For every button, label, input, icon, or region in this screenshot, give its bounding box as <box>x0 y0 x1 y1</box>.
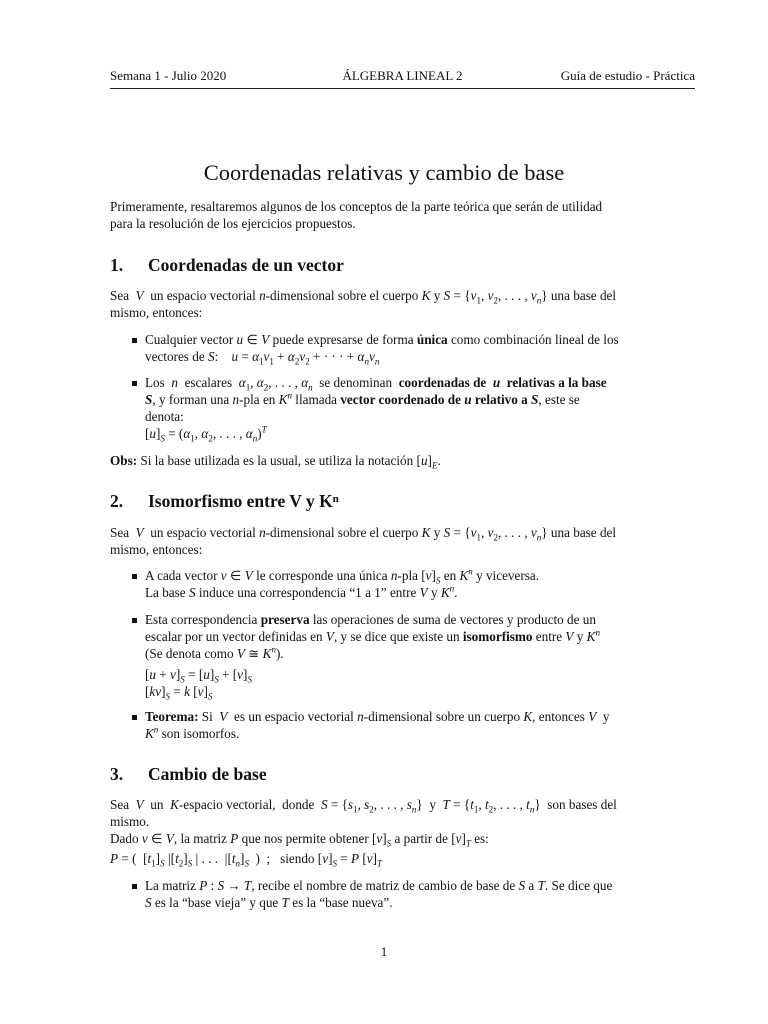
section-1-heading <box>110 255 344 276</box>
s2-bullet-2-formula-1: $[u + v]_S = [u]_S + [v]_S$ <box>145 667 252 685</box>
section-2-title: Isomorfismo entre V y Kⁿ <box>148 491 339 511</box>
section-1-title: Coordenadas de un vector <box>148 255 344 275</box>
bullet-icon <box>132 618 137 623</box>
s2-paragraph-line-2: mismo, entonces: <box>110 542 203 557</box>
intro-line-1: Primeramente, resaltaremos algunos de los conceptos de la parte teórica que serán de utilidad <box>110 199 603 214</box>
bullet-icon <box>132 381 137 386</box>
s2-bullet-2-line-2: escalar por un vector definidas en V, y se dice que existe un isomorfismo entre V y $K^n$ <box>145 627 600 644</box>
s2-bullet-2-line-3: (Se denota como V ≅ $K^n$). <box>145 644 284 661</box>
s2-bullet-2-formula-2: $[kv]_S = k$ $[v]_S$ <box>145 684 213 702</box>
bullet-icon <box>132 338 137 343</box>
section-3-heading <box>110 764 267 785</box>
section-1-number: 1. <box>110 255 124 275</box>
section-2-number: 2. <box>110 491 124 511</box>
section-2-heading <box>110 491 339 512</box>
s2-bullet-1-line-2: La base S induce una correspondencia “1 a 1” entre V y $K^n$. <box>145 583 458 600</box>
header-course: ÁLGEBRA LINEAL 2 <box>342 68 463 83</box>
s3-paragraph-line-3: Dado v ∈ V, la matriz P que nos permite obtener $[v]_S$ a partir de $[v]_T$ es: <box>110 831 489 849</box>
header-week: Semana 1 - Julio 2020 <box>110 68 227 83</box>
header-guide: Guía de estudio - Práctica <box>560 68 695 83</box>
section-3-title: Cambio de base <box>148 764 267 784</box>
s2-theorem-line-1: Teorema: Si V es un espacio vectorial n-dimensional sobre un cuerpo K, entonces V y <box>145 709 610 724</box>
s1-bullet-2-line-2: S, y forman una n-pla en $K^n$ llamada vector coordenado de u relativo a S, este se <box>145 390 580 407</box>
s1-paragraph-line-1: Sea V un espacio vectorial n-dimensional sobre el cuerpo K y $S = \{v_1$, $v_2$, . . . , $v_n$} una base del <box>110 288 617 306</box>
section-3-number: 3. <box>110 764 124 784</box>
header-rule <box>110 88 695 89</box>
s1-bullet-1-line-1: Cualquier vector u ∈ V puede expresarse de forma única como combinación lineal de los <box>145 332 619 347</box>
s2-paragraph-line-1: Sea V un espacio vectorial n-dimensional sobre el cuerpo K y $S = \{v_1$, $v_2$, . . . , $v_n$} una base del <box>110 525 617 543</box>
s3-bullet-1-line-2: S es la “base vieja” y que T es la “base nueva”. <box>145 895 393 910</box>
running-header <box>110 68 695 88</box>
s3-paragraph-line-1: Sea V un K-espacio vectorial, donde $S = \{s_1$, $s_2$, . . . , $s_n$} y $T = \{t_1$, $t_2$, . . . , $t_n$} son bases del <box>110 797 617 815</box>
s1-bullet-2-line-1: Los n escalares $\alpha_1$, $\alpha_2$, . . . , $\alpha_n$ se denominan coordenadas de u relativas a la base <box>145 375 607 393</box>
s1-observation: Obs: Si la base utilizada es la usual, se utiliza la notación $[u]_E$. <box>110 453 441 471</box>
document-title: Coordenadas relativas y cambio de base <box>203 160 565 185</box>
s1-bullet-2-line-3: denota: <box>145 409 184 424</box>
s3-bullet-1-line-1: La matriz P : S → T, recibe el nombre de matriz de cambio de base de S a T. Se dice que <box>145 878 613 893</box>
s3-paragraph-line-2: mismo. <box>110 814 150 829</box>
s1-bullet-1-line-2: vectores de S: $u = \alpha_1v_1 + \alpha_2v_2$ + · · · + $\alpha_nv_n$ <box>145 349 380 367</box>
s2-bullet-2-line-1: Esta correspondencia preserva las operaciones de suma de vectores y producto de un <box>145 612 596 627</box>
bullet-icon <box>132 884 137 889</box>
s1-paragraph-line-2: mismo, entonces: <box>110 305 203 320</box>
s2-bullet-1-line-1: A cada vector v ∈ V le corresponde una única n-pla $[v]_S$ en $K^n$ y viceversa. <box>145 566 540 586</box>
s3-change-matrix-formula: P = ( $[t_1]_S$ $|[t_2]_S$ | . . . $|[t_n]_S$ ) ; siendo $[v]_S = P$ $[v]_T$ <box>110 851 383 869</box>
page-number: 1 <box>380 944 388 959</box>
bullet-icon <box>132 574 137 579</box>
s2-theorem-line-2: $K^n$ son isomorfos. <box>145 724 240 741</box>
intro-line-2: para la resolución de los ejercicios propuestos. <box>110 216 356 231</box>
bullet-icon <box>132 715 137 720</box>
s1-bullet-2-formula: $[u]_S = (\alpha_1$, $\alpha_2$, . . . , $\alpha_n)^T$ <box>145 424 267 444</box>
